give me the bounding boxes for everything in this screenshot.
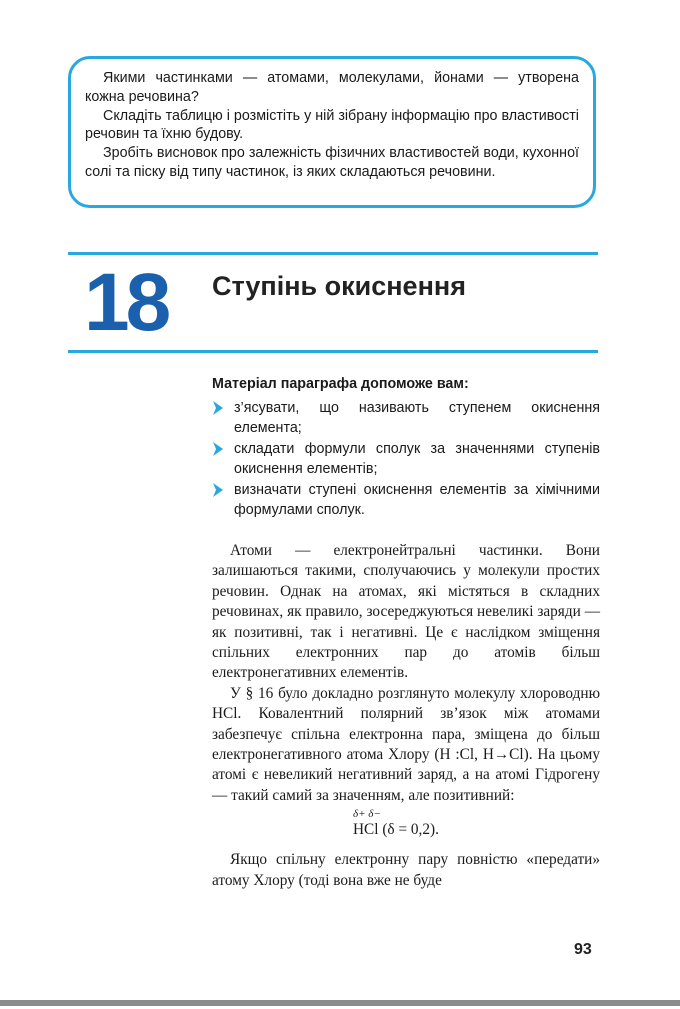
chevron-right-icon: [212, 401, 224, 415]
bottom-border: [0, 1000, 680, 1006]
goal-item: [212, 480, 600, 521]
goal-item: [212, 398, 600, 439]
learning-goals: [212, 374, 600, 521]
chapter-top-rule: [68, 252, 598, 255]
body-paragraph: Атоми — електронейтральні частинки. Вони залишаються такими, сполучаючись у молекули простих речовин. Однак на атомах, які містяться в складних речовинах, як правило, зосереджуються невеликі заряди — як позитивні, так і негативні. Це є наслідком зміщення спільних електронних пар до атомів більш електронегативних елементів.: [212, 542, 600, 682]
chapter-number: 18: [84, 257, 168, 348]
formula-partial-charges: δ+ δ−: [353, 808, 381, 821]
chapter-bottom-rule: [68, 350, 598, 353]
chevron-right-icon: [212, 442, 224, 456]
body-paragraph: Якщо спільну електронну пару повністю «передати» атому Хлору (тоді вона вже не буде: [212, 851, 600, 889]
hcl-formula: [212, 808, 600, 844]
question-paragraph: Зробіть висновок про залежність фізичних властивостей води, кухонної солі та піску від типу частинок, із яких складаються речовини.: [85, 145, 579, 180]
question-paragraph: Якими частинками — атомами, молекулами, йонами — утворена кожна речовина?: [85, 70, 579, 105]
goals-list: [212, 398, 600, 521]
goal-item: [212, 439, 600, 480]
body-paragraph: У § 16 було докладно розглянуто молекулу хлороводню HCl. Ковалентний полярний зв’язок між атомами забезпечує спільна електронна пара, зміщена до більш електронегативного атома Хлору (H :Cl, H→Cl). На цьому атомі є невеликий негативний заряд, а на атомі Гідрогену — такий самий за значенням, але позитивний:: [212, 684, 600, 804]
question-paragraph: Складіть таблицю і розмістіть у ній зібрану інформацію про властивості речовин та їхню будову.: [85, 107, 579, 143]
formula-main: HCl (δ = 0,2).: [353, 821, 439, 839]
main-text: [212, 541, 600, 891]
page-number: 93: [574, 941, 592, 958]
goal-item-text: складати формули сполук за значеннями ступенів окиснення елементів;: [234, 440, 600, 477]
chapter-title: Ступінь окиснення: [212, 271, 466, 301]
goal-item-text: з’ясувати, що називають ступенем окиснення елемента;: [234, 399, 600, 436]
chevron-right-icon: [212, 483, 224, 497]
goals-heading: Матеріал параграфа допоможе вам:: [212, 376, 469, 392]
question-box: [68, 56, 596, 208]
goal-item-text: визначати ступені окиснення елементів за хімічними формулами сполук.: [234, 481, 600, 518]
